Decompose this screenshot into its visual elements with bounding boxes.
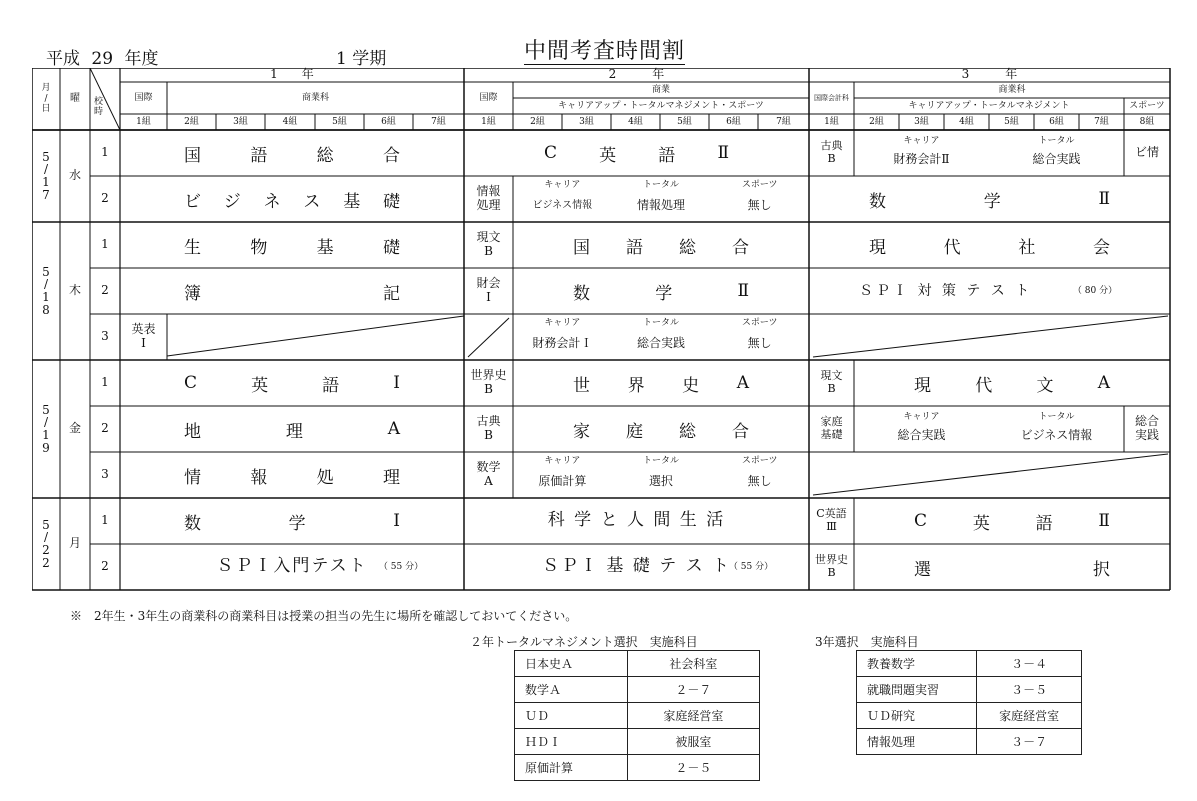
period-number: 1	[101, 145, 109, 160]
elective-row	[515, 651, 760, 677]
g1-spi-time: （ 55 分）	[378, 561, 424, 572]
g1-subject-char: Ⅰ	[393, 511, 400, 531]
g1-subject: ＳＰＩ入門テスト	[216, 556, 368, 577]
class-head: 7組	[431, 116, 446, 127]
g2-left-subject: 世界史 B	[470, 368, 507, 396]
g1-subject-char: 報	[250, 467, 268, 488]
g2-split-value: 無し	[747, 198, 772, 213]
g3-split-value: ビジネス情報	[1020, 428, 1093, 443]
g1-subject	[184, 176, 400, 222]
g2-split-label: トータル	[642, 455, 679, 466]
g1-subject-char: C	[184, 373, 198, 393]
elective-subject: 情報処理	[857, 729, 977, 755]
course-head-2: キャリアアップ・トータルマネジメント・スポーツ	[558, 100, 764, 111]
grid-line	[813, 316, 1168, 357]
g2-split-value: 財務会計Ｉ	[532, 336, 593, 351]
class-head: 7組	[776, 116, 791, 127]
g3-subject: ＳＰＩ 対 策 テ ス ト	[859, 282, 1033, 299]
g2-subject-char: C	[544, 143, 558, 163]
day-weekday: 金	[68, 421, 81, 436]
elective-row	[515, 677, 760, 703]
g2-split-label: スポーツ	[741, 317, 778, 328]
header-term: 1 学期	[336, 49, 387, 69]
g2-subject-char: 界	[627, 375, 645, 396]
elective-room: ３－４	[977, 651, 1082, 677]
g2-left-subject: 数学 A	[476, 460, 501, 488]
g2-split-label: トータル	[642, 317, 679, 328]
g1-subject-char: ジ	[223, 191, 241, 212]
table-2nd-year-electives	[514, 650, 760, 781]
header-year: 平成 29 年度	[46, 49, 159, 69]
g2-subject-char: 合	[732, 237, 749, 258]
g1-subject-char: 基	[316, 237, 334, 258]
g1-subject-char: ネ	[263, 191, 281, 212]
grid-line	[813, 454, 1168, 495]
g2-subject	[573, 268, 749, 314]
g3-subject	[914, 498, 1110, 544]
g1-subject	[184, 268, 400, 314]
page-title: 中間考査時間割	[524, 39, 686, 64]
class-head: 3組	[233, 116, 248, 127]
g1-subject-char: 合	[382, 145, 400, 166]
footer-note: ※ 2年生・3年生の商業科の商業科目は授業の担当の先生に場所を確認しておいてください。	[70, 609, 578, 623]
g1-subject-char: 生	[184, 237, 201, 258]
g3-subject-char: 語	[1035, 513, 1053, 534]
elective-subject: 原価計算	[515, 755, 628, 781]
day-date: 5 / 1 7	[42, 149, 50, 202]
g2-subject-char: 国	[573, 237, 590, 258]
g2-subject-char: 合	[732, 421, 749, 442]
g3-split-value: 財務会計Ⅱ	[893, 152, 950, 167]
class-head: 4組	[628, 116, 643, 127]
g1-subject-char: 国	[184, 145, 201, 166]
class-head: 5組	[1004, 116, 1019, 127]
g3-left-subject: 古典 B	[820, 139, 843, 165]
class-head: 6組	[381, 116, 396, 127]
g2-split-label: キャリア	[544, 317, 581, 328]
day-date: 5 / 2 2	[42, 517, 50, 570]
elective-subject: ＵＤ研究	[857, 703, 977, 729]
shogyoka-head: 商業科	[301, 92, 329, 103]
elective-subject: ＵＤ	[515, 703, 628, 729]
elective-room: ３－７	[977, 729, 1082, 755]
g2-spi-time: （ 55 分）	[728, 561, 774, 572]
g3-subject	[869, 222, 1110, 268]
g2-split-value: ビジネス情報	[532, 200, 593, 212]
shogyo-head: 商業	[651, 84, 670, 95]
g3-subject-char: 文	[1036, 375, 1054, 396]
g1-subject-char: A	[387, 419, 400, 439]
table2-title: ２年トータルマネジメント選択 実施科目	[470, 635, 698, 649]
g2-subject	[573, 406, 749, 452]
g2-split-value: 原価計算	[538, 474, 587, 489]
class-head: 8組	[1139, 116, 1155, 127]
weekday-head: 曜	[70, 93, 80, 105]
g1-subject-char: 記	[383, 283, 400, 304]
g3-subject-char: 現	[914, 375, 931, 396]
g3-subject-char: 現	[869, 237, 886, 258]
class-head: 2組	[530, 116, 545, 127]
elective-subject: 就職問題実習	[857, 677, 977, 703]
g1-subject	[184, 498, 400, 544]
period-number: 2	[101, 191, 109, 206]
g3-left-subject: 現文 B	[820, 369, 843, 395]
elective-room: 家庭経営室	[977, 703, 1082, 729]
g3-right-subject: 総合 実践	[1134, 414, 1159, 442]
g3-split-value: 総合実践	[1032, 152, 1081, 167]
period-number: 2	[101, 559, 109, 574]
g2-subject-char: 家	[573, 421, 590, 442]
class-head: 2組	[184, 116, 199, 127]
g2-subject	[573, 222, 749, 268]
g1-subject-char: 語	[250, 145, 268, 166]
elective-subject: 教養数学	[857, 651, 977, 677]
period-head: 校 時	[94, 96, 104, 117]
day-weekday: 水	[68, 168, 81, 183]
g3-subject-char: 学	[983, 191, 1001, 212]
elective-row	[857, 651, 1082, 677]
g3-subject	[914, 544, 1110, 590]
g3-subject-char: 英	[972, 513, 990, 534]
g2-subject-char: Ⅱ	[737, 281, 749, 301]
elective-subject: ＨＤＩ	[515, 729, 628, 755]
class-head: 1組	[136, 116, 151, 127]
g1-subject-char: 学	[288, 513, 306, 534]
class-head: 5組	[677, 116, 692, 127]
elective-subject: 日本史Ａ	[515, 651, 628, 677]
g3-subject	[869, 176, 1110, 222]
g3-split-label: トータル	[1038, 411, 1075, 422]
elective-row	[515, 755, 760, 781]
g3-right-subject: ビ情	[1134, 145, 1159, 160]
period-number: 3	[101, 467, 109, 482]
period-number: 2	[101, 283, 109, 298]
g1-subject	[184, 130, 400, 176]
g2-split-label: キャリア	[544, 455, 581, 466]
elective-room: 家庭経営室	[627, 703, 759, 729]
g1-subject-char: 理	[285, 421, 303, 442]
class-head: 1組	[481, 116, 496, 127]
g3-left-subject: 世界史 B	[815, 553, 848, 579]
g3-subject-char: C	[914, 511, 928, 531]
g2-subject-char: Ⅱ	[717, 143, 729, 163]
elective-room: 被服室	[627, 729, 759, 755]
grade2-head: 2 年	[608, 67, 665, 82]
g3-subject-char: Ⅱ	[1098, 189, 1110, 209]
elective-room: ２－５	[627, 755, 759, 781]
day-weekday: 木	[68, 283, 81, 298]
g1-subject-char: 処	[316, 467, 334, 488]
g3-subject-char: 社	[1018, 237, 1036, 258]
day-date: 5 / 1 9	[42, 402, 50, 455]
day-date: 5 / 1 8	[42, 264, 50, 317]
table-3rd-year-electives	[856, 650, 1082, 755]
course-head-3: キャリアアップ・トータルマネジメント	[908, 100, 1070, 111]
period-number: 1	[101, 237, 109, 252]
g1-subject-char: 地	[184, 421, 201, 442]
g3-subject-char: 代	[975, 375, 993, 396]
elective-room: ２－７	[627, 677, 759, 703]
g2-subject-char: 世	[573, 375, 590, 396]
g2-subject: ＳＰＩ 基 礎 テ ス ト	[541, 556, 732, 577]
g1-subject-char: Ⅰ	[393, 373, 400, 393]
grid-line	[468, 318, 509, 357]
elective-room: ３－５	[977, 677, 1082, 703]
g2-split-value: 総合実践	[636, 336, 685, 351]
class-head: 3組	[579, 116, 594, 127]
g2-subject-char: 英	[599, 145, 617, 166]
class-head: 4組	[959, 116, 974, 127]
g2-subject-char: 史	[682, 375, 700, 396]
g2-subject	[544, 130, 729, 176]
g1-eihyo: 英表 Ⅰ	[131, 322, 156, 350]
g1-subject-char: 礎	[382, 191, 400, 212]
elective-subject: 数学Ａ	[515, 677, 628, 703]
class-head: 5組	[332, 116, 347, 127]
class-head: 4組	[282, 116, 298, 127]
sports-head: スポーツ	[1129, 100, 1165, 111]
class-head: 2組	[869, 116, 884, 127]
g1-subject-char: 語	[322, 375, 340, 396]
g3-left-subject: 家庭 基礎	[820, 415, 843, 441]
g2-left-subject: 古典 B	[476, 414, 501, 442]
period-number: 3	[101, 329, 109, 344]
shogyoka-head-3: 商業科	[998, 84, 1026, 95]
elective-row	[515, 703, 760, 729]
g1-subject-char: 総	[316, 145, 334, 166]
g3-subject-char: 数	[869, 191, 886, 212]
g2-split-value: 情報処理	[636, 198, 685, 213]
g3-subject-char: 代	[943, 237, 961, 258]
kokusai-head: 国際	[134, 92, 153, 103]
elective-row	[857, 703, 1082, 729]
g2-split-label: スポーツ	[741, 179, 778, 190]
g3-subject-char: 択	[1093, 559, 1110, 580]
class-head: 7組	[1094, 116, 1109, 127]
g3-split-label: トータル	[1038, 135, 1075, 146]
g2-split-label: キャリア	[544, 179, 581, 190]
g2-left-subject: 財会 I	[476, 276, 501, 304]
table3-title: 3年選択 実施科目	[815, 635, 919, 649]
day-weekday: 月	[68, 536, 81, 551]
period-number: 2	[101, 421, 109, 436]
grade1-head: 1 年	[270, 67, 314, 82]
elective-row	[857, 677, 1082, 703]
g3-left-subject: C英語 Ⅲ	[816, 507, 847, 533]
g2-subject-char: 語	[626, 237, 643, 258]
g1-subject	[184, 406, 400, 452]
g2-subject-char: 語	[658, 145, 676, 166]
g2-subject	[573, 360, 749, 406]
g1-subject-char: 簿	[184, 283, 201, 304]
g3-subject-char: Ⅱ	[1098, 511, 1110, 531]
g2-subject: 科 学 と 人 間 生 活	[547, 510, 726, 531]
g3-split-label: キャリア	[903, 135, 940, 146]
class-head: 1組	[824, 116, 839, 127]
g1-subject-char: ビ	[184, 191, 201, 212]
g2-left-subject: 現文 B	[476, 230, 501, 258]
g1-subject	[184, 452, 400, 498]
elective-row	[515, 729, 760, 755]
g3-subject-char: 会	[1092, 237, 1110, 258]
g2-subject-char: 数	[573, 283, 590, 304]
g2-subject-char: 学	[655, 283, 673, 304]
g2-subject-char: 庭	[626, 421, 643, 442]
grid-line	[167, 316, 464, 356]
g1-subject-char: 物	[250, 237, 268, 258]
g3-spi-time: （ 80 分）	[1072, 285, 1118, 296]
g1-subject-char: 数	[184, 513, 201, 534]
grade3-head: 3 年	[961, 67, 1018, 82]
g2-left-subject: 情報 処理	[476, 184, 501, 212]
class-head: 6組	[726, 116, 741, 127]
g3-split-label: キャリア	[903, 411, 940, 422]
g2-split-value: 無し	[747, 336, 772, 351]
g3-subject-char: A	[1097, 373, 1110, 393]
g2-split-label: スポーツ	[741, 455, 778, 466]
g1-subject	[184, 222, 400, 268]
kokusai-head-2: 国際	[479, 92, 498, 103]
g2-split-label: トータル	[642, 179, 679, 190]
g1-subject	[184, 360, 400, 406]
g2-subject-char: 総	[679, 421, 696, 442]
g1-subject-char: 情	[184, 467, 201, 488]
elective-room: 社会科室	[627, 651, 759, 677]
g2-split-value: 選択	[648, 474, 673, 489]
month-day-head: 月 / 日	[41, 83, 51, 115]
period-number: 1	[101, 513, 109, 528]
kokusai-kaikei-head: 国際会計科	[814, 93, 849, 102]
g1-subject-char: ス	[303, 191, 321, 212]
class-head: 3組	[914, 116, 929, 127]
g3-subject	[914, 360, 1110, 406]
g1-subject-char: 基	[343, 191, 361, 212]
g1-subject-char: 英	[251, 375, 269, 396]
elective-row	[857, 729, 1082, 755]
g2-split-value: 無し	[747, 474, 772, 489]
g3-split-value: 総合実践	[897, 428, 946, 443]
g1-subject-char: 理	[382, 467, 400, 488]
g2-subject-char: 総	[679, 237, 696, 258]
period-number: 1	[101, 375, 109, 390]
class-head: 6組	[1049, 116, 1064, 127]
g2-subject-char: A	[736, 373, 749, 393]
g3-subject-char: 選	[914, 559, 931, 580]
g1-subject-char: 礎	[382, 237, 400, 258]
